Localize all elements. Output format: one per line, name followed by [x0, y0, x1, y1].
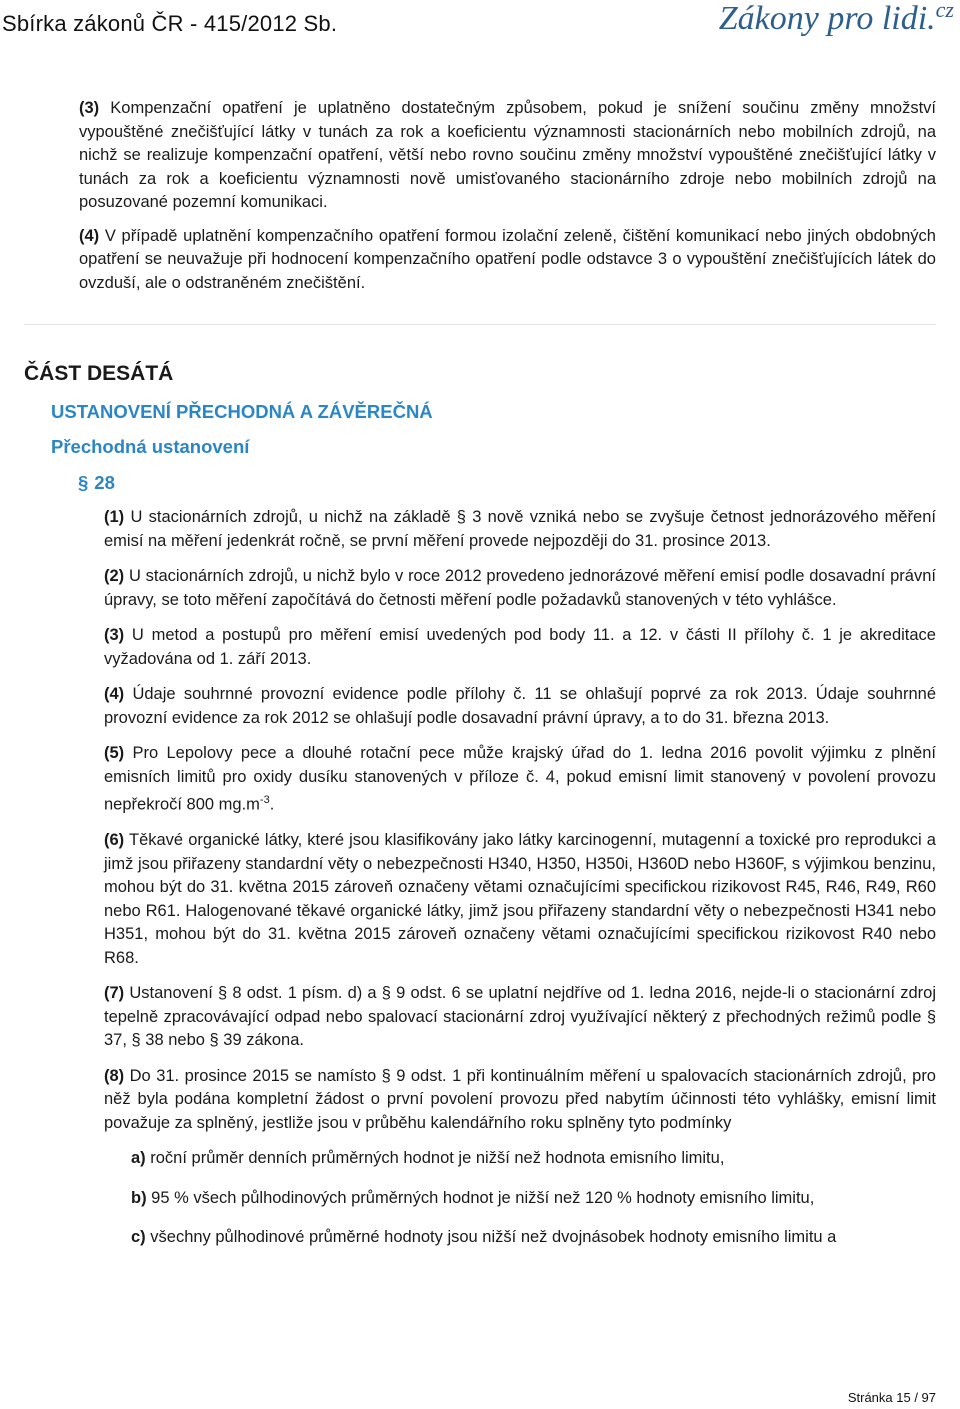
item-number: (8)	[104, 1066, 125, 1085]
item-letter: c)	[131, 1228, 146, 1246]
item-text: U stacionárních zdrojů, u nichž bylo v roce 2012 provedeno jednorázové měření emisí podle dosavadní právní úpravy, se toto měření započítává do četnosti měření podle požadavků stanovených v této vyhlášce.	[104, 567, 936, 609]
part-title: ČÁST DESÁTÁ	[24, 362, 174, 385]
item-text: V případě uplatnění kompenzačního opatření formou izolační zeleně, čištění komunikací nebo jiných obdobných opatření se neuvažuje při hodnocení kompenzačního opatření podle odstavce 3 o vypouštění znečišťujících látek do ovzduší, ale o odstraněném znečištění.	[79, 226, 936, 292]
item-text: Údaje souhrnné provozní evidence podle přílohy č. 11 se ohlašují poprvé za rok 2013. Údaje souhrnné provozní evidence za rok 2012 se ohlašují podle dosavadní právní úpravy, a to do 31. března 2013.	[104, 685, 936, 727]
page-counter: Stránka 15 / 97	[847, 1390, 936, 1405]
paragraph-item-4	[79, 225, 936, 296]
list-item	[104, 742, 936, 817]
list-item	[104, 565, 936, 612]
item-number: (7)	[104, 984, 125, 1002]
sub-list-item	[104, 1226, 936, 1250]
list-item	[104, 829, 936, 970]
sub-list-item	[104, 1147, 936, 1171]
paragraph-28-body	[104, 506, 936, 1266]
item-number: (4)	[104, 685, 125, 703]
item-text: Do 31. prosince 2015 se namísto § 9 odst. 1 při kontinuálním měření u spalovacích stacionárních zdrojů, pro něž byla podána kompletní žádost o první povolení provozu před nabytím účinnosti této vyhlášky, emisní limit považuje za splněný, jestliže jsou v průběhu kalendářního roku splněny tyto podmínky	[104, 1066, 936, 1132]
section-divider	[24, 324, 936, 325]
document-title: Sbírka zákonů ČR - 415/2012 Sb.	[2, 11, 338, 36]
list-item	[104, 1065, 936, 1136]
paragraph-sign: §	[78, 472, 89, 493]
item-text: U stacionárních zdrojů, u nichž na základě § 3 nově vzniká nebo se zvyšuje četnost jednorázového měření emisí na měření jedenkrát ročně, se první měření provede nejpozději do 31. prosince 2013.	[104, 508, 936, 550]
logo-text: Zákony pro lidi	[718, 0, 928, 37]
logo-dot: .	[927, 0, 936, 37]
section-title[interactable]: USTANOVENÍ PŘECHODNÁ A ZÁVĚREČNÁ	[51, 401, 433, 422]
item-text: U metod a postupů pro měření emisí uvedených pod body 11. a 12. v části II přílohy č. 1 je akreditace vyžadována od 1. září 2013.	[104, 626, 936, 668]
item-text: Ustanovení § 8 odst. 1 písm. d) a § 9 odst. 6 se uplatní nejdříve od 1. ledna 2016, nejde-li o stacionární zdroj tepelně zpracovávající odpad nebo spalovací stacionární zdroj využívající některý z přechodných režimů podle § 37, § 38 nebo § 39 zákona.	[104, 984, 936, 1049]
list-item	[104, 982, 936, 1053]
sub-list-item	[104, 1187, 936, 1211]
paragraph-heading[interactable]	[78, 472, 115, 494]
item-text-end: .	[269, 795, 275, 814]
paragraph-number: 28	[94, 472, 115, 493]
item-number: (2)	[104, 567, 125, 585]
item-text: Těkavé organické látky, které jsou klasifikovány jako látky karcinogenní, mutagenní a toxické pro reprodukci a jimž jsou přiřazeny standardní věty o nebezpečnosti H340, H350, H350i, H360D nebo H360F, s výjimkou benzinu, mohou být do 31. května 2015 zároveň označeny větami označujícími specifickou rizikovost R45, R46, R49, R60 nebo R61. Halogenované těkavé organické látky, jimž jsou přiřazeny standardní věty o nebezpečnosti H341 nebo H351, mohou být do 31. května 2015 zároveň označeny větami označujícími specifickou rizikovost R40 nebo R68.	[104, 831, 936, 967]
previous-paragraphs	[79, 97, 936, 305]
item-text: všechny půlhodinové průměrné hodnoty jsou nižší než dvojnásobek hodnoty emisního limitu a	[150, 1228, 837, 1246]
item-number: (1)	[104, 508, 125, 526]
item-letter: a)	[131, 1149, 146, 1167]
list-item	[104, 506, 936, 553]
item-number: (6)	[104, 831, 125, 849]
list-item	[104, 624, 936, 671]
logo-tld: cz	[935, 0, 954, 22]
item-superscript: -3	[259, 794, 270, 806]
item-letter: b)	[131, 1188, 147, 1207]
item-number: (3)	[104, 626, 125, 644]
item-number: (3)	[79, 99, 100, 117]
site-logo[interactable]	[719, 0, 954, 38]
item-number: (5)	[104, 744, 125, 762]
item-text: Kompenzační opatření je uplatněno dostatečným způsobem, pokud je snížení součinu změny množství vypouštěné znečišťující látky v tunách za rok a koeficientu významnosti stacionárních nebo mobilních zdrojů, na nichž se realizuje kompenzační opatření, větší nebo rovno součinu změny množství vypouštěné znečišťující látky v tunách za rok a koeficientu významnosti nově umisťovaného stacionárního zdroje nebo mobilních zdrojů na posuzované pozemní komunikaci.	[79, 99, 936, 211]
item-text: 95 % všech půlhodinových průměrných hodnot je nižší než 120 % hodnoty emisního limitu,	[151, 1188, 815, 1207]
list-item	[104, 683, 936, 730]
item-text: Pro Lepolovy pece a dlouhé rotační pece může krajský úřad do 1. ledna 2016 povolit výjimku z plnění emisních limitů pro oxidy dusíku stanovených v příloze č. 4, pokud emisní limit stanovený v povolení provozu nepřekročí 800 mg.m	[104, 744, 936, 814]
item-number: (4)	[79, 226, 100, 245]
page-header	[0, 0, 960, 46]
subsection-title[interactable]: Přechodná ustanovení	[51, 436, 250, 457]
paragraph-item-3	[79, 97, 936, 215]
item-text: roční průměr denních průměrných hodnot je nižší než hodnota emisního limitu,	[150, 1149, 725, 1167]
